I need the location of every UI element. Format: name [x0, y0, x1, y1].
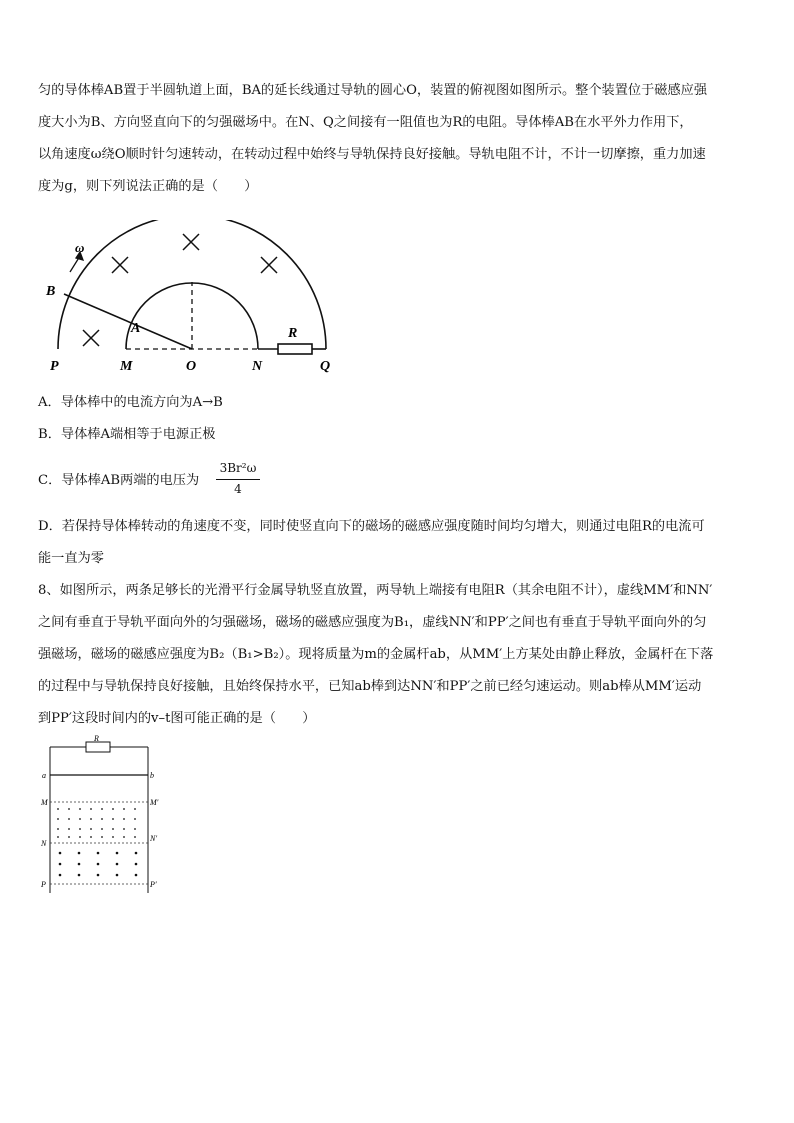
label-n: N: [252, 359, 263, 374]
q7-option-d-line-1: D．若保持导体棒转动的角速度不变，同时使竖直向下的磁场的磁感应强度随时间均匀增大，则通过电阻R的电流可: [38, 519, 705, 534]
q8-stem-line-2: 之间有垂直于导轨平面向外的匀强磁场，磁场的磁感应强度为B₁，虚线NN′和PP′之间也有垂直于导轨平面向外的匀: [38, 615, 707, 630]
q7-figure: [40, 220, 350, 380]
q8-stem-line-3: 强磁场，磁场的磁感应强度为B₂（B₁>B₂）。现将质量为m的金属杆ab，从MM′上方某处由静止释放，金属杆在下落: [38, 647, 714, 662]
q7-option-a: A．导体棒中的电流方向为A→B: [38, 395, 223, 410]
label-b: B: [46, 284, 56, 299]
label-m: M: [41, 798, 48, 807]
q7-option-c-fraction-bar: [216, 479, 260, 480]
q7-stem-line-1: 匀的导体棒AB置于半圆轨道上面，BA的延长线通过导轨的圆心O，装置的俯视图如图所示。整个装置位于磁感应强: [38, 83, 708, 98]
resistor-r: [86, 742, 110, 752]
q7-option-d-line-2: 能一直为零: [38, 551, 104, 566]
q7-option-c: C．导体棒AB两端的电压为: [38, 473, 200, 488]
q8-figure: [38, 735, 168, 895]
q7-option-c-denominator: 4: [234, 482, 242, 496]
label-n: N: [41, 839, 47, 848]
q7-option-c-numerator: 3Br²ω: [219, 461, 257, 475]
label-omega: ω: [75, 240, 85, 255]
label-q: Q: [320, 359, 331, 374]
label-m: M: [120, 359, 133, 374]
field-crosses: [83, 234, 277, 346]
label-o: O: [186, 359, 197, 374]
q7-stem-line-4: 度为g，则下列说法正确的是（ ）: [38, 179, 258, 194]
q7-stem-line-3: 以角速度ω绕O顺时针匀速转动，在转动过程中始终与导轨保持良好接触。导轨电阻不计，不计一切摩擦，重力加速: [38, 147, 706, 162]
q7-option-b: B．导体棒A端相等于电源正极: [38, 427, 216, 442]
label-p: P: [50, 359, 59, 374]
label-n-prime: N′: [150, 834, 158, 843]
resistor-r: [278, 344, 312, 354]
rod-ab: [64, 294, 192, 349]
q8-stem-line-1: 8、如图所示，两条足够长的光滑平行金属导轨竖直放置，两导轨上端接有电阻R（其余电阻不计），虚线MM′和NN′: [38, 583, 713, 598]
q7-stem-line-2: 度大小为B、方向竖直向下的匀强磁场中。在N、Q之间接有一阻值也为R的电阻。导体棒AB在水平外力作用下，: [38, 115, 693, 130]
label-m-prime: M′: [150, 798, 159, 807]
label-r: R: [94, 735, 99, 743]
label-p: P: [41, 880, 46, 889]
label-b: b: [150, 771, 154, 780]
label-a: A: [131, 321, 141, 336]
label-a: a: [42, 771, 46, 780]
q8-stem-line-4: 的过程中与导轨保持良好接触，且始终保持水平，已知ab棒到达NN′和PP′之前已经匀速运动。则ab棒从MM′运动: [38, 679, 702, 694]
label-p-prime: P′: [150, 880, 157, 889]
omega-arrow: [70, 252, 83, 272]
q8-stem-line-5: 到PP′这段时间内的v–t图可能正确的是（ ）: [38, 711, 316, 726]
field-b2-dots: [59, 852, 138, 877]
label-r: R: [288, 326, 298, 341]
field-b1-dots: [57, 808, 136, 838]
